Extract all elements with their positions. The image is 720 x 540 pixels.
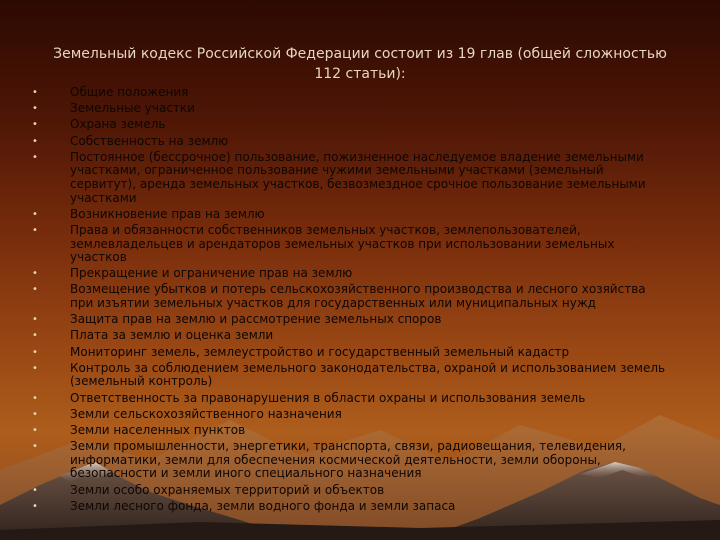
list-item — [30, 484, 670, 498]
list-item — [30, 346, 670, 360]
bullet-icon: • — [32, 484, 38, 496]
list-item-text: Постоянное (бессрочное) пользование, пожизненное наследуемое владение земельными участками, ограниченное пользование чужими земельными участками (земельный сервитут), аренда земельных участков, безвозмездное срочное пользование земельными участками — [70, 149, 646, 205]
list-item — [30, 440, 670, 481]
chapter-list — [30, 86, 670, 516]
bullet-icon: • — [32, 224, 38, 236]
list-item-text: Общие положения — [70, 85, 189, 99]
list-item-text: Контроль за соблюдением земельного законодательства, охраной и использованием земель (земельный контроль) — [70, 360, 666, 389]
bullet-icon: • — [32, 135, 38, 147]
bullet-icon: • — [32, 119, 38, 131]
bullet-icon: • — [32, 500, 38, 512]
bullet-icon: • — [32, 284, 38, 296]
bullet-icon: • — [32, 441, 38, 453]
list-item-text: Земельные участки — [70, 101, 195, 116]
list-item-text: Земли промышленности, энергетики, транспорта, связи, радиовещания, телевидения, информатики, земли для обеспечения космической деятельности, земли обороны, безопасности и земли иного специального назначения — [70, 439, 626, 481]
slide-title: Земельный кодекс Российской Федерации состоит из 19 глав (общей сложностью 112 статьи): — [53, 46, 667, 82]
bullet-icon: • — [32, 392, 38, 404]
list-item — [30, 224, 670, 265]
bullet-icon: • — [32, 268, 38, 280]
list-item — [30, 283, 670, 310]
bullet-icon: • — [32, 362, 38, 374]
list-item-text: Прекращение и ограничение прав на землю — [70, 266, 353, 281]
list-item-text: Земли сельскохозяйственного назначения — [70, 406, 342, 421]
bullet-icon: • — [32, 314, 38, 326]
list-item — [30, 362, 670, 389]
list-item — [30, 86, 670, 100]
list-item-text: Права и обязанности собственников земельных участков, землепользователей, землевладельцев и арендаторов земельных участков при использовании земельных участков — [70, 222, 615, 265]
bullet-icon: • — [32, 87, 38, 98]
list-item-text: Возмещение убытков и потерь сельскохозяйственного производства и лесного хозяйства при изъятии земельных участков для государственных или муниципальных нужд — [70, 282, 646, 311]
list-item-text: Земли лесного фонда, земли водного фонда и земли запаса — [70, 498, 456, 513]
list-item — [30, 408, 670, 422]
list-item — [30, 135, 670, 149]
bullet-icon: • — [32, 424, 38, 436]
list-item-text: Защита прав на землю и рассмотрение земельных споров — [70, 312, 442, 327]
list-item — [30, 500, 670, 514]
list-item — [30, 392, 670, 406]
bullet-icon: • — [32, 330, 38, 342]
list-item — [30, 424, 670, 438]
bullet-icon: • — [32, 151, 38, 163]
list-item — [30, 118, 670, 132]
list-item-text: Плата за землю и оценка земли — [70, 328, 274, 343]
list-item-text: Собственность на землю — [70, 133, 229, 148]
list-item — [30, 267, 670, 281]
list-item-text: Ответственность за правонарушения в области охраны и использования земель — [70, 390, 586, 405]
list-item — [30, 208, 670, 222]
list-item-text: Охрана земель — [70, 117, 166, 132]
bullet-icon: • — [32, 408, 38, 420]
list-item-text: Возникновение прав на землю — [70, 206, 265, 221]
list-item — [30, 329, 670, 343]
bullet-icon: • — [32, 208, 38, 220]
list-item-text: Земли особо охраняемых территорий и объектов — [70, 482, 385, 497]
list-item-text: Земли населенных пунктов — [70, 422, 246, 437]
list-item — [30, 102, 670, 116]
list-item — [30, 313, 670, 327]
list-item — [30, 151, 670, 205]
bullet-icon: • — [32, 103, 38, 115]
list-item-text: Мониторинг земель, землеустройство и государственный земельный кадастр — [70, 344, 570, 359]
bullet-icon: • — [32, 346, 38, 358]
